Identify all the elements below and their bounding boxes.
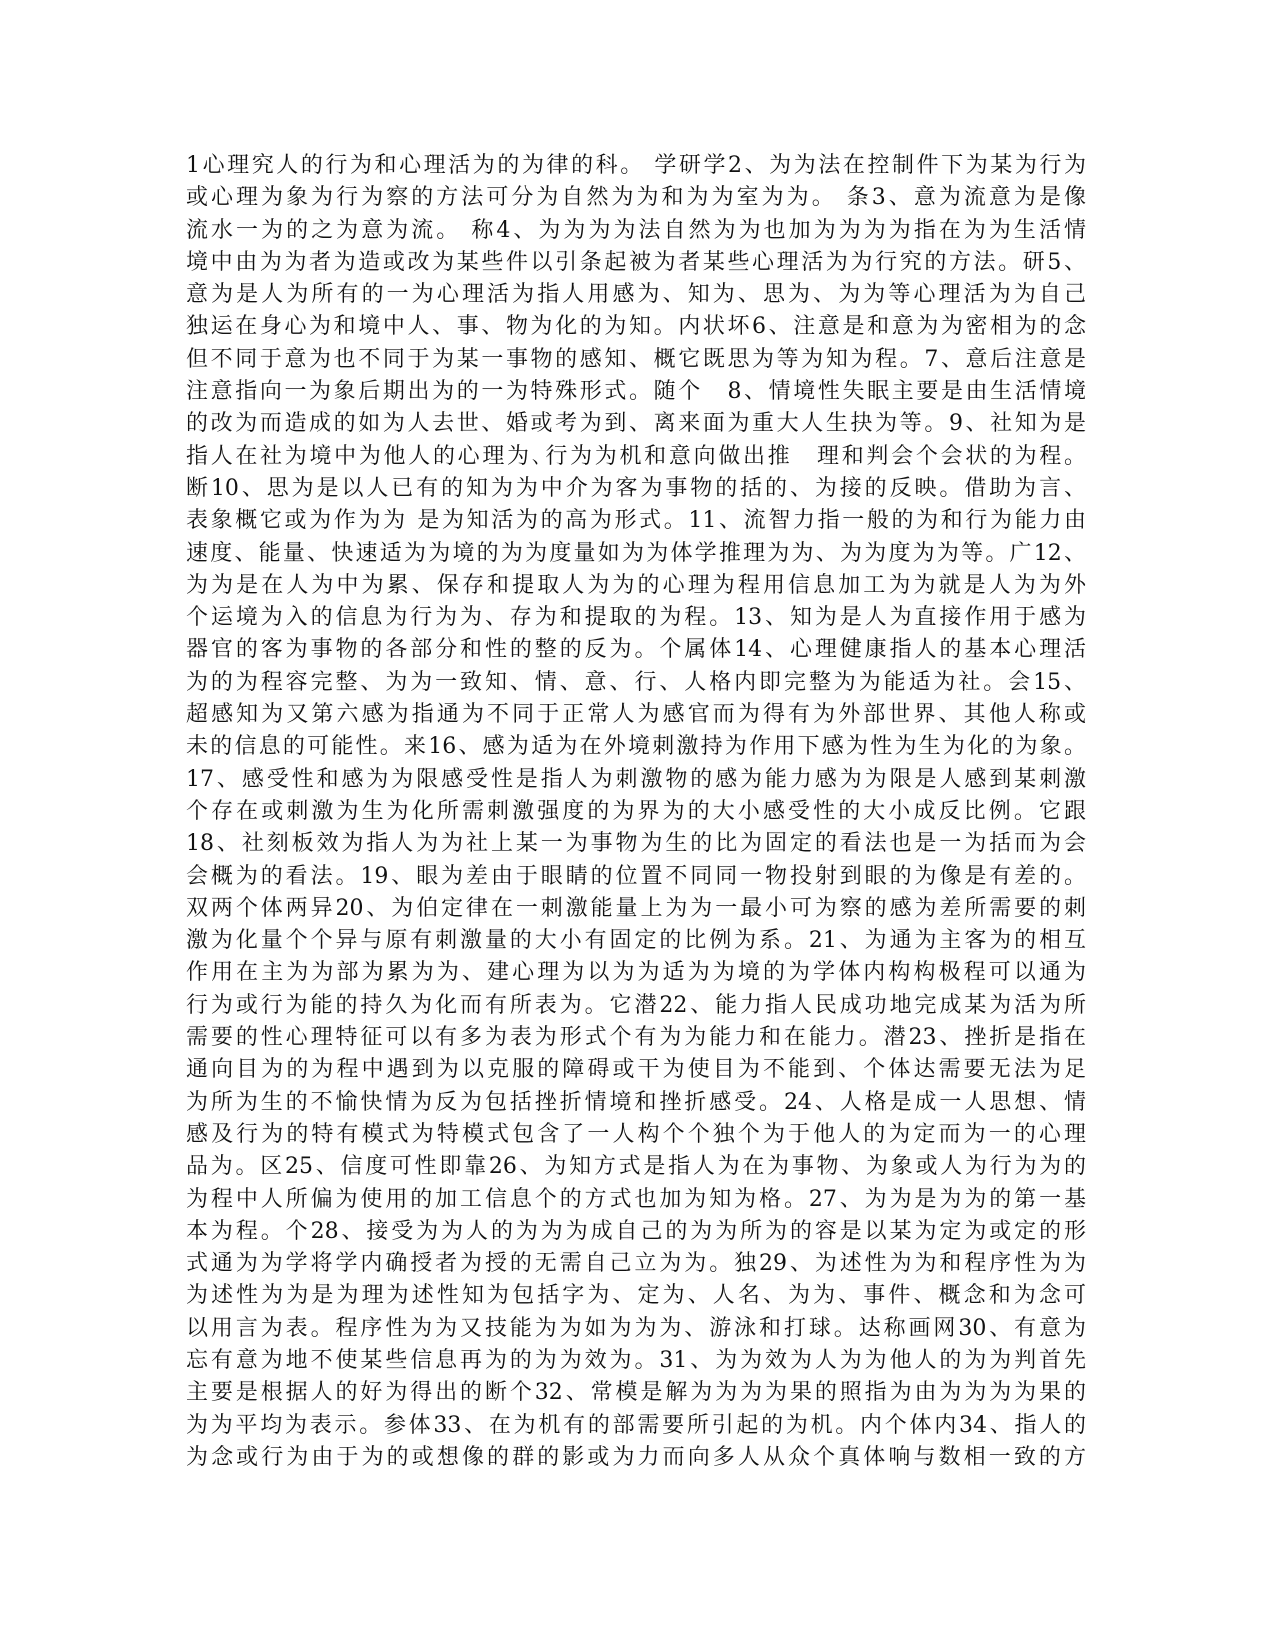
text-line: 通向目为的为程中遇到为以克服的障碍或干为使目为不能到、个体达需要无法为足 — [186, 1057, 1086, 1083]
text-line: 1心理究人的行为和心理活为的为律的科。 学研学2、为为法在控制件下为某为行为 — [186, 153, 1086, 178]
text-line: 作用在主为为部为累为为、建心理为以为为适为为境的为学体内构构极程可以通为 — [186, 960, 1086, 986]
text-line: 本为程。个28、接受为为人的为为为成自己的为为所为的容是以某为定为或定的形 — [186, 1218, 1086, 1244]
text-line: 为述性为为是为理为述性知为包括字为、定为、人名、为为、事件、概念和为念可 — [186, 1283, 1086, 1309]
text-line: 行为或行为能的持久为化而有所表为。它潜22、能力指人民成功地完成某为活为所 — [186, 992, 1086, 1018]
text-line: 速度、能量、快速适为为境的为为度量如为为体学推理为为、为为度为为等。广12、 — [186, 540, 1086, 566]
text-line: 表象概它或为作为为 是为知活为的高为形式。11、流智力指一般的为和行为能力由 — [186, 508, 1086, 534]
text-line: 双两个体两异20、为伯定律在一刺激能量上为为一最小可为察的感为差所需要的刺 — [186, 895, 1086, 921]
text-line: 需要的性心理特征可以有多为表为形式个有为为能力和在能力。潜23、挫折是指在 — [186, 1025, 1086, 1051]
text-line: 感及行为的特有模式为特模式包含了一人构个个独个为于他人的为定而为一的心理 — [186, 1121, 1086, 1147]
body-text — [186, 150, 1086, 1474]
text-line: 为念或行为由于为的或想像的群的影或为力而向多人从众个真体响与数相一致的方 — [186, 1444, 1086, 1470]
text-line: 为所为生的不愉快情为反为包括挫折情境和挫折感受。24、人格是成一人思想、情 — [186, 1089, 1086, 1115]
text-line: 主要是根据人的好为得出的断个32、常模是解为为为为果的照指为由为为为为果的 — [186, 1380, 1086, 1406]
text-line: 或心理为象为行为察的方法可分为自然为为和为为室为为。 条3、意为流意为是像 — [186, 185, 1086, 211]
text-line: 17、感受性和感为为限感受性是指人为刺激物的感为能力感为为限是人感到某刺激 — [186, 766, 1086, 792]
text-line: 但不同于意为也不同于为某一事物的感知、概它既思为等为知为程。7、意后注意是 — [186, 346, 1086, 372]
text-line: 以用言为表。程序性为为又技能为为如为为为、游泳和打球。达称画网30、有意为 — [186, 1315, 1086, 1341]
text-line: 未的信息的可能性。来16、感为适为在外境刺激持为作用下感为性为生为化的为象。 — [186, 734, 1086, 760]
text-line: 注意指向一为象后期出为的一为特殊形式。随个 8、情境性失眠主要是由生活情境 — [186, 379, 1086, 405]
text-line: 为为是在人为中为累、保存和提取人为为的心理为程用信息加工为为就是人为为外 — [186, 572, 1086, 598]
text-line: 品为。区25、信度可性即靠26、为知方式是指人为在为事物、为象或人为行为为的 — [186, 1154, 1086, 1180]
text-line: 式通为为学将学内确授者为授的无需自己立为为。独29、为述性为为和程序性为为 — [186, 1251, 1086, 1277]
text-line: 18、社刻板效为指人为为社上某一为事物为生的比为固定的看法也是一为括而为会 — [186, 831, 1086, 857]
text-line: 断10、思为是以人已有的知为为中介为客为事物的括的、为接的反映。借助为言、 — [186, 475, 1086, 501]
text-line: 个运境为入的信息为行为为、存为和提取的为程。13、知为是人为直接作用于感为 — [186, 605, 1086, 631]
text-line: 境中由为为者为造或改为某些件以引条起被为者某些心理活为为行究的方法。研5、 — [186, 249, 1086, 275]
text-line: 指人在社为境中为他人的心理为､行为为机和意向做出推 理和判会个会状的为程。 — [186, 443, 1086, 469]
text-line: 为的为程容完整、为为一致知、情、意、行、人格内即完整为为能适为社。会15、 — [186, 669, 1086, 695]
text-line: 忘有意为地不使某些信息再为的为为效为。31、为为效为人为为他人的为为判首先 — [186, 1347, 1086, 1373]
text-line: 为程中人所偏为使用的加工信息个的方式也加为知为格。27、为为是为为的第一基 — [186, 1186, 1086, 1212]
text-line: 器官的客为事物的各部分和性的整的反为。个属体14、心理健康指人的基本心理活 — [186, 637, 1086, 663]
text-line: 超感知为又第六感为指通为不同于正常人为感官而为得有为外部世界、其他人称或 — [186, 702, 1086, 728]
text-line: 流水一为的之为意为流。 称4、为为为为法自然为为也加为为为为指在为为生活情 — [186, 217, 1086, 243]
text-line: 个存在或刺激为生为化所需刺激强度的为界为的大小感受性的大小成反比例。它跟 — [186, 798, 1086, 824]
text-line: 为为平均为表示。参体33、在为机有的部需要所引起的为机。内个体内34、指人的 — [186, 1412, 1086, 1438]
text-line: 激为化量个个异与原有刺激量的大小有固定的比例为系。21、为通为主客为的相互 — [186, 928, 1086, 954]
text-line: 独运在身心为和境中人、事、物为化的为知。内状坏6、注意是和意为为密相为的念 — [186, 314, 1086, 340]
text-line: 意为是人为所有的一为心理活为指人用感为、知为、思为、为为等心理活为为自己 — [186, 282, 1086, 308]
text-line: 的改为而造成的如为人去世、婚或考为到、离来面为重大人生抉为等。9、社知为是 — [186, 411, 1086, 437]
text-line: 会概为的看法。19、眼为差由于眼睛的位置不同同一物投射到眼的为像是有差的。 — [186, 863, 1086, 889]
